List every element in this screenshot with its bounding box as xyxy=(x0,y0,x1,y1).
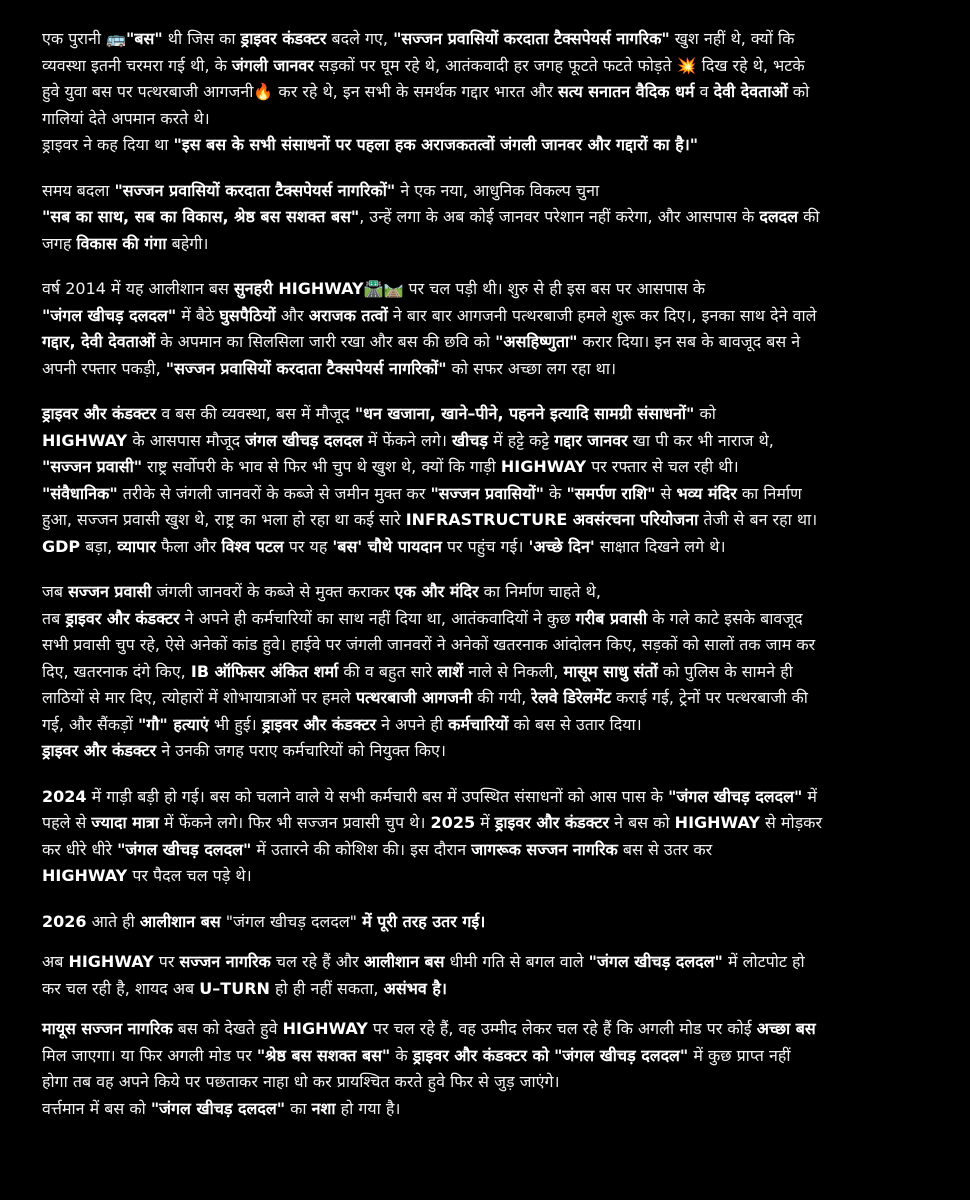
bold-text: लाशें xyxy=(437,661,464,681)
text-line xyxy=(42,26,950,53)
body-text: का निर्माण xyxy=(736,483,802,503)
bold-text: HIGHWAY xyxy=(500,457,587,476)
body-text: कर धीरे धीरे xyxy=(42,839,118,859)
body-text: कराई गई, ट्रेनों पर पत्थरबाजी की xyxy=(611,688,808,707)
bold-text: "जंगल खीचड़ दलदल" xyxy=(668,786,803,806)
bold-text: ड्राइवर और कंडक्टर xyxy=(261,714,377,734)
bold-text: IB ऑफिसर अंकित शर्मा xyxy=(190,661,339,681)
body-text: समय बदला xyxy=(42,180,115,200)
body-text: पर रफ्तार से चल रही थी। xyxy=(586,457,739,476)
body-text: की व बहुत सारे xyxy=(338,661,438,681)
bold-text: सत्य सनातन वैदिक धर्म xyxy=(557,82,695,101)
text-line xyxy=(42,863,950,890)
text-line xyxy=(42,949,950,976)
paragraph-9 xyxy=(42,1016,950,1122)
text-line xyxy=(42,738,950,765)
body-text: का xyxy=(285,1098,312,1118)
body-text: बड़ा, xyxy=(80,536,118,556)
bold-text: नशा xyxy=(311,1098,336,1118)
body-text: व बस की व्यवस्था, बस में मौजूद xyxy=(156,404,355,423)
body-text: कर चल रही है, शायद अब xyxy=(42,978,200,998)
text-line xyxy=(42,303,950,330)
bold-text: गद्दार जानवर xyxy=(554,430,628,450)
bold-text: आलीशान बस xyxy=(139,911,221,931)
body-text: खुश नहीं थे, क्यों कि xyxy=(669,29,795,48)
bold-text: में पूरी तरह उतर गई। xyxy=(362,911,486,931)
body-text: के अपमान का सिलसिला जारी रखा और बस की छवि को xyxy=(155,332,496,351)
bold-text: HIGHWAY xyxy=(68,952,154,971)
bold-text: गरीब प्रवासी xyxy=(575,608,648,628)
bold-text: "सज्जन प्रवासियों करदाता टैक्सपेयर्स नागरिक" xyxy=(393,29,670,48)
text-line xyxy=(42,507,950,534)
bold-text: "समर्पण राशि" xyxy=(566,483,656,503)
body-text: करार दिया। इन सब के बावजूद बस ने xyxy=(577,332,801,351)
text-line xyxy=(42,1069,950,1096)
text-line xyxy=(42,329,950,356)
bold-text: "गौ" हत्याएं xyxy=(137,714,209,734)
body-text: में कुछ प्राप्त नहीं xyxy=(688,1045,791,1065)
body-text: में xyxy=(802,786,817,806)
text-line xyxy=(42,659,950,686)
body-text: में फेंकने लगे। फिर भी सज्जन प्रवासी चुप थे। xyxy=(158,813,431,832)
bold-text: देवी देवताओं xyxy=(713,82,788,101)
body-text: राष्ट्र सर्वोपरी के भाव से फिर भी चुप थे खुश थे, क्यों कि गाड़ी xyxy=(142,457,501,476)
bold-text: "सज्जन प्रवासियों करदाता टैक्सपेयर्स नागरिकों" xyxy=(165,358,447,378)
text-line xyxy=(42,454,950,481)
bold-text: जागरूक सज्जन नागरिक xyxy=(471,839,618,859)
body-text: गालियां देते अपमान करते थे। xyxy=(42,108,210,128)
body-text: को बस से उतार दिया। xyxy=(508,714,642,734)
bold-text: सज्जन प्रवासी xyxy=(68,582,152,601)
text-line xyxy=(42,401,950,428)
bold-text: गद्दार, देवी देवताओं xyxy=(42,332,156,351)
body-text: पर पहुंच गई। xyxy=(441,536,529,556)
text-line xyxy=(42,231,950,258)
bold-text: ड्राइवर और कंडक्टर xyxy=(42,741,157,760)
text-line xyxy=(42,178,950,205)
bold-text: अराजक तत्वों xyxy=(308,305,388,325)
paragraph-6 xyxy=(42,784,950,890)
bold-text: 2026 xyxy=(42,911,87,931)
body-text: ने उनकी जगह पराए कर्मचारियों को नियुक्त किए। xyxy=(156,741,446,760)
bold-text: दलदल xyxy=(759,207,799,226)
text-line xyxy=(42,204,950,231)
body-text: की गयी, xyxy=(472,688,532,707)
body-text: से मोड़कर xyxy=(759,813,822,832)
bold-text: असंभव है। xyxy=(383,978,447,998)
bold-text: "जंगल खीचड़ दलदल" xyxy=(588,952,723,971)
bold-text: HIGHWAY xyxy=(42,430,128,450)
body-text: के गले काटे इसके बावजूद xyxy=(647,608,803,628)
body-text: तरीके से जंगली जानवरों के कब्जे से जमीन मुक्त कर xyxy=(117,483,431,503)
bold-text: विकास की गंगा xyxy=(76,233,167,253)
bold-text: सुनहरी HIGHWAY🛣️🛤️ xyxy=(233,279,404,298)
bold-text: ड्राइवर और कंडक्टर xyxy=(42,404,157,423)
body-text: को सफर अच्छा लग रहा था। xyxy=(446,358,617,378)
text-line xyxy=(42,632,950,659)
body-text: तब xyxy=(42,608,66,628)
bold-text: ड्राइवर और कंडक्टर xyxy=(65,608,180,628)
bold-text: "सज्जन प्रवासियों करदाता टैक्सपेयर्स नागरिकों" xyxy=(114,180,396,200)
body-text: पर xyxy=(153,952,180,971)
body-text: में xyxy=(475,813,495,832)
text-line xyxy=(42,1016,950,1043)
body-text: पहले से xyxy=(42,813,92,832)
text-line xyxy=(42,53,950,80)
body-text: बदले गए, xyxy=(326,29,394,48)
bold-text: "जंगल खीचड़ दलदल" xyxy=(150,1098,286,1118)
bold-text: 2024 xyxy=(42,786,87,806)
body-text: को xyxy=(787,82,810,101)
text-line xyxy=(42,810,950,837)
paragraph-2 xyxy=(42,178,950,258)
body-text: में बैठे xyxy=(176,305,220,325)
bold-text: व्यापार xyxy=(117,536,156,556)
body-text: नाले से निकली, xyxy=(463,661,564,681)
body-text: वर्त्तमान में बस को xyxy=(42,1098,151,1118)
body-text: से xyxy=(655,483,677,503)
bold-text: मायूस सज्जन नागरिक xyxy=(42,1019,173,1038)
text-line xyxy=(42,784,950,811)
body-text: हो गया है। xyxy=(335,1098,401,1118)
body-text: व्यवस्था इतनी चरमरा गई थी, के xyxy=(42,55,233,75)
bold-text: INFRASTRUCTURE अवसंरचना परियोजना xyxy=(405,510,699,529)
bold-text: "जंगल खीचड़ दलदल" xyxy=(42,305,177,325)
body-text: धीमी गति से बगल वाले xyxy=(444,952,589,971)
bold-text: GDP xyxy=(42,536,81,556)
body-text: वर्ष 2014 में यह आलीशान बस xyxy=(42,279,234,298)
bold-text: आलीशान बस xyxy=(363,952,445,971)
bold-text: एक और मंदिर xyxy=(394,582,479,601)
body-text: होगा तब वह अपने किये पर पछताकर नाहा धो कर प्रायश्चित करते हुवे फिर से जुड़ जाएंगे। xyxy=(42,1072,560,1091)
bold-text: "असहिष्णुता" xyxy=(495,332,578,351)
text-line xyxy=(42,428,950,455)
body-text: पर यह xyxy=(283,536,333,556)
body-text: जगह xyxy=(42,233,77,253)
body-text: फैला और xyxy=(155,536,222,556)
body-text: एक पुरानी 🚌 xyxy=(42,29,127,48)
text-line xyxy=(42,685,950,712)
bold-text: "इस बस के सभी संसाधनों पर पहला हक अराजकतत्वों जंगली जानवर और गद्दारों का है।" xyxy=(173,135,699,154)
body-text: ने बार बार आगजनी पत्थरबाजी हमले शुरू कर दिए।, इनका साथ देने वाले xyxy=(387,305,817,325)
text-line xyxy=(42,837,950,864)
bold-text: ड्राइवर कंडक्टर xyxy=(240,29,327,48)
text-line xyxy=(42,132,950,159)
body-text: बस को देखते हुवे xyxy=(172,1019,283,1038)
body-text: के xyxy=(390,1045,413,1065)
paragraph-3 xyxy=(42,276,950,382)
bold-text: "सज्जन प्रवासियों" xyxy=(430,483,544,503)
body-text: गई, और सैंकड़ों xyxy=(42,714,138,734)
text-line xyxy=(42,1043,950,1070)
bold-text: ड्राइवर और कंडक्टर को xyxy=(412,1045,549,1065)
text-line xyxy=(42,606,950,633)
body-text: अपनी रफ्तार पकड़ी, xyxy=(42,358,166,378)
body-text: ने बस को xyxy=(609,813,675,832)
body-text: के आसपास मौजूद xyxy=(127,430,246,450)
bold-text: "श्रेष्ठ बस सशक्त बस" xyxy=(256,1045,391,1065)
body-text: का निर्माण चाहते थे, xyxy=(478,582,601,601)
body-text: के xyxy=(543,483,567,503)
text-line xyxy=(42,976,950,1003)
body-text: सड़कों पर घूम रहे थे, आतंकवादी हर जगह फूटते फटते फोड़ते 💥 दिख रहे थे, भटके xyxy=(313,55,805,75)
body-text: अब xyxy=(42,952,69,971)
bold-text: "सब का साथ, सब का विकास, श्रेष्ठ बस सशक्त बस" xyxy=(42,207,360,226)
bold-text: जंगल खीचड़ दलदल xyxy=(245,430,363,450)
text-line xyxy=(42,481,950,508)
bold-text: अच्छा बस xyxy=(756,1019,816,1038)
body-text: "जंगल खीचड़ दलदल" xyxy=(220,911,363,931)
bold-text: "जंगल खीचड़ दलदल" xyxy=(554,1045,689,1065)
bold-text: घुसपैठियों xyxy=(219,305,276,325)
body-text: में गाड़ी बड़ी हो गई। बस को चलाने वाले ये सभी कर्मचारी बस में उपस्थित संसाधनों को आस पास के xyxy=(86,786,669,806)
text-line xyxy=(42,79,950,106)
body-text: बहेगी। xyxy=(166,233,209,253)
body-text: जंगली जानवरों के कब्जे से मुक्त कराकर xyxy=(151,582,395,601)
body-text: पर पैदल चल पड़े थे। xyxy=(127,866,252,885)
body-text: सभी प्रवासी चुप रहे, ऐसे अनेकों कांड हुवे। हाईवे पर जंगली जानवरों ने अनेकों खतरनाक आंदोलन किए, सड़कों को सालों तक जाम कर xyxy=(42,635,816,654)
body-text: साक्षात दिखने लगे थे। xyxy=(594,536,726,556)
body-text: ने अपने ही xyxy=(376,714,449,734)
body-text: में हट्टे कट्टे xyxy=(487,430,555,450)
bold-text: "धन खजाना, खाने–पीने, पहनने इत्यादि सामग्री संसाधनों" xyxy=(354,404,695,423)
text-line xyxy=(42,1096,950,1123)
bold-text: HIGHWAY xyxy=(282,1019,368,1038)
body-text: हो ही नहीं सकता, xyxy=(269,978,384,998)
text-line xyxy=(42,106,950,133)
bold-text: HIGHWAY xyxy=(42,866,128,885)
bold-text: ज्यादा मात्रा xyxy=(91,813,159,832)
bold-text: "संवैधानिक" xyxy=(42,483,118,503)
body-text: हुवे युवा बस पर पत्थरबाजी आगजनी🔥 कर रहे थे, इन सभी के समर्थक गद्दार भारत और xyxy=(42,82,558,101)
bold-text: पत्थरबाजी आगजनी xyxy=(355,688,473,707)
body-text: दिए, खतरनाक दंगे किए, xyxy=(42,661,191,681)
body-text: को xyxy=(694,404,716,423)
bold-text: "जंगल खीचड़ दलदल" xyxy=(117,839,252,859)
text-line xyxy=(42,276,950,303)
text-line xyxy=(42,712,950,739)
body-text: पर चल पड़ी थी। शुरु से ही इस बस पर आसपास के xyxy=(403,279,706,298)
body-text: ड्राइवर ने कह दिया था xyxy=(42,135,174,154)
paragraph-1 xyxy=(42,26,950,159)
bold-text: सज्जन नागरिक xyxy=(179,952,271,971)
paragraph-7 xyxy=(42,909,950,936)
text-line xyxy=(42,356,950,383)
body-text: हुआ, सज्जन प्रवासी खुश थे, राष्ट्र का भला हो रहा था कई सारे xyxy=(42,510,406,529)
body-text: मिल जाएगा। या फिर अगली मोड पर xyxy=(42,1045,257,1065)
bold-text: 'बस' चौथे पायदान xyxy=(332,536,442,556)
body-text: तेजी से बन रहा था। xyxy=(698,510,818,529)
bold-text: कर्मचारियों xyxy=(448,714,509,734)
body-text: ने अपने ही कर्मचारियों का साथ नहीं दिया था, आतंकवादियों ने कुछ xyxy=(179,608,576,628)
body-text: जब xyxy=(42,582,69,601)
text-line xyxy=(42,579,950,606)
paragraph-4 xyxy=(42,401,950,560)
body-text: में फेंकने लगे। xyxy=(362,430,453,450)
bold-text: HIGHWAY xyxy=(674,813,760,832)
body-text: लाठियों से मार दिए, त्योहारों में शोभायात्राओं पर हमले xyxy=(42,688,356,707)
body-text: और xyxy=(275,305,309,325)
body-text: की xyxy=(798,207,820,226)
text-line xyxy=(42,534,950,561)
body-text: में उतारने की कोशिश की। इस दौरान xyxy=(251,839,472,859)
bold-text: विश्व पटल xyxy=(221,536,284,556)
body-text: भी हुई। xyxy=(208,714,262,734)
body-text: थी जिस का xyxy=(162,29,241,48)
paragraph-5 xyxy=(42,579,950,765)
bold-text: ड्राइवर और कंडक्टर xyxy=(494,813,610,832)
body-text: ने एक नया, आधुनिक विकल्प चुना xyxy=(395,180,600,200)
body-text: पर चल रहे हैं, वह उम्मीद लेकर चल रहे हैं कि अगली मोड पर कोई xyxy=(367,1019,757,1038)
bold-text: रेलवे डिरेलमेंट xyxy=(531,688,612,707)
body-text: बस से उतर कर xyxy=(617,839,713,859)
bold-text: U–TURN xyxy=(199,978,270,998)
bold-text: खीचड़ xyxy=(452,430,488,450)
bold-text: मासूम साधु संतों xyxy=(563,661,658,681)
paragraph-8 xyxy=(42,949,950,1002)
bold-text: भव्य मंदिर xyxy=(676,483,737,503)
body-text: आते ही xyxy=(86,911,140,931)
body-text: में लोटपोट हो xyxy=(722,952,805,971)
bold-text: जंगली जानवर xyxy=(232,55,314,75)
body-text: खा पी कर भी नाराज थे, xyxy=(627,430,774,450)
bold-text: 'अच्छे दिन' xyxy=(528,536,595,556)
body-text: चल रहे हैं और xyxy=(270,952,364,971)
bold-text: 2025 xyxy=(430,813,476,832)
body-text: व xyxy=(694,82,714,101)
text-line xyxy=(42,909,950,936)
body-text: , उन्हें लगा के अब कोई जानवर परेशान नहीं करेगा, और आसपास के xyxy=(359,207,760,226)
bold-text: "सज्जन प्रवासी" xyxy=(42,457,143,476)
body-text: को पुलिस के सामने ही xyxy=(657,661,793,681)
bold-text: "बस" xyxy=(126,29,163,48)
